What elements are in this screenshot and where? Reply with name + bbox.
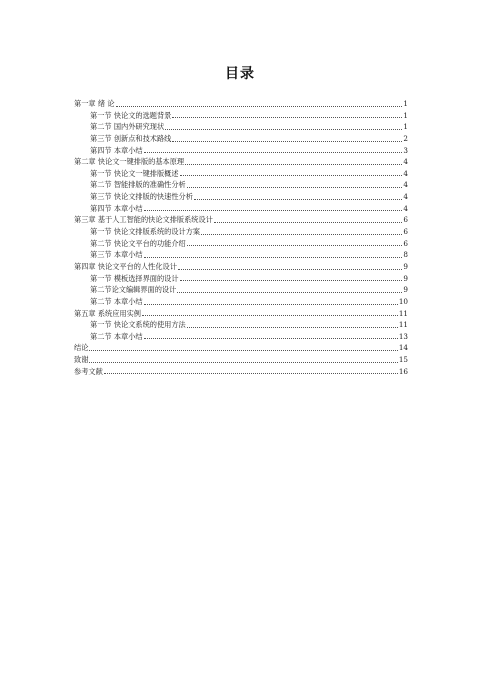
toc-leader-dots [172,117,402,118]
toc-entry[interactable] [74,121,408,133]
toc-entry[interactable] [74,133,408,145]
toc-entry-page: 8 [403,250,408,260]
toc-entry[interactable] [74,273,408,285]
toc-entry-page: 4 [403,180,408,190]
toc-entry-label: 第二节 快论文平台的功能介绍 [90,238,186,248]
toc-leader-dots [187,187,403,188]
toc-entry-page: 2 [403,133,408,143]
toc-entry-label: 第三节 本章小结 [90,250,143,260]
toc-entry-page: 1 [403,122,408,132]
toc-entry-page: 1 [403,98,408,108]
toc-entry-page: 10 [398,296,408,306]
toc-entry-label: 第二节 本章小结 [90,296,143,306]
toc-entry[interactable] [74,261,408,273]
toc-entry-page: 4 [403,192,408,202]
toc-entry[interactable] [74,179,408,191]
toc-leader-dots [185,164,402,165]
toc-leader-dots [144,210,403,211]
toc-entry-label: 第二节 国内外研究现状 [90,122,165,132]
toc-leader-dots [116,106,403,107]
toc-leader-dots [172,141,402,142]
toc-entry[interactable] [74,145,408,157]
toc-leader-dots [178,269,403,270]
toc-entry-page: 4 [403,157,408,167]
toc-leader-dots [144,152,403,153]
toc-entry-page: 1 [403,110,408,120]
toc-entry[interactable] [74,342,408,354]
toc-entry-label: 第二节 本章小结 [90,331,143,341]
toc-leader-dots [187,245,403,246]
toc-entry[interactable] [74,366,408,378]
toc-entry[interactable] [74,331,408,343]
toc-entry-page: 9 [403,261,408,271]
toc-entry-page: 11 [398,320,408,330]
toc-entry-page: 9 [403,273,408,283]
toc-entry-page: 11 [398,308,408,318]
toc-entry-label: 第一节 快论文一键排版概述 [90,168,179,178]
toc-leader-dots [187,327,398,328]
toc-leader-dots [144,257,403,258]
toc-leader-dots [144,304,398,305]
toc-entry-label: 第一节 快论文系统的使用方法 [90,320,186,330]
toc-entry[interactable] [74,110,408,122]
toc-entry-label: 第四节 本章小结 [90,145,143,155]
toc-entry-label: 致谢 [74,355,89,365]
toc-entry-page: 6 [403,238,408,248]
toc-leader-dots [180,280,403,281]
toc-leader-dots [214,222,403,223]
toc-entry[interactable] [74,191,408,203]
toc-leader-dots [180,175,403,176]
toc-entry-label: 第五章 系统应用实例 [74,308,141,318]
toc-entry[interactable] [74,238,408,250]
page-title: 目录 [225,66,255,82]
toc-entry-label: 第三章 基于人工智能的快论文排版系统设计 [74,215,213,225]
toc-entry-label: 结论 [74,343,89,353]
toc-leader-dots [89,350,397,351]
toc-entry-label: 参考文献 [74,366,103,376]
toc-leader-dots [165,129,402,130]
toc-entry[interactable] [74,214,408,226]
toc-entry-page: 13 [398,331,408,341]
toc-entry-label: 第二节论文编辑界面的设计 [90,285,177,295]
toc-entry-label: 第一章 绪 论 [74,98,115,108]
toc-entry-page: 14 [398,343,408,353]
toc-entry[interactable] [74,296,408,308]
toc-leader-dots [194,199,403,200]
toc-entry-label: 第四章 快论文平台的人性化设计 [74,261,177,271]
toc-entry[interactable] [74,354,408,366]
toc-entry[interactable] [74,284,408,296]
toc-entry[interactable] [74,319,408,331]
toc-leader-dots [177,292,402,293]
toc-entry[interactable] [74,226,408,238]
toc-entry[interactable] [74,168,408,180]
toc-entry[interactable] [74,308,408,320]
toc-leader-dots [89,362,397,363]
toc-entry-label: 第二节 智能排版的准确性分析 [90,180,186,190]
toc-entry-page: 9 [403,285,408,295]
toc-leader-dots [104,373,398,374]
toc-leader-dots [201,234,402,235]
toc-entry[interactable] [74,98,408,110]
toc-entry[interactable] [74,203,408,215]
toc-entry-page: 6 [403,215,408,225]
toc-entry-label: 第四节 本章小结 [90,203,143,213]
toc-entry-label: 第三节 快论文排版的快速性分析 [90,192,193,202]
toc-entry[interactable] [74,249,408,261]
toc-leader-dots [144,338,398,339]
toc-entry-page: 3 [403,145,408,155]
toc-leader-dots [142,315,398,316]
toc-entry-page: 6 [403,227,408,237]
toc-entry-page: 16 [398,366,408,376]
toc-entry-page: 4 [403,203,408,213]
toc-entry-label: 第一节 快论文排版系统的设计方案 [90,227,201,237]
toc-entry-label: 第一节 模板选择界面的设计 [90,273,179,283]
toc-entry-page: 15 [398,355,408,365]
toc-entry-label: 第二章 快论文一键排版的基本原理 [74,157,185,167]
table-of-contents [74,98,408,377]
toc-entry-page: 4 [403,168,408,178]
toc-entry-label: 第三节 创新点和技术路线 [90,133,172,143]
toc-entry-label: 第一节 快论文的选题背景 [90,110,172,120]
toc-entry[interactable] [74,156,408,168]
